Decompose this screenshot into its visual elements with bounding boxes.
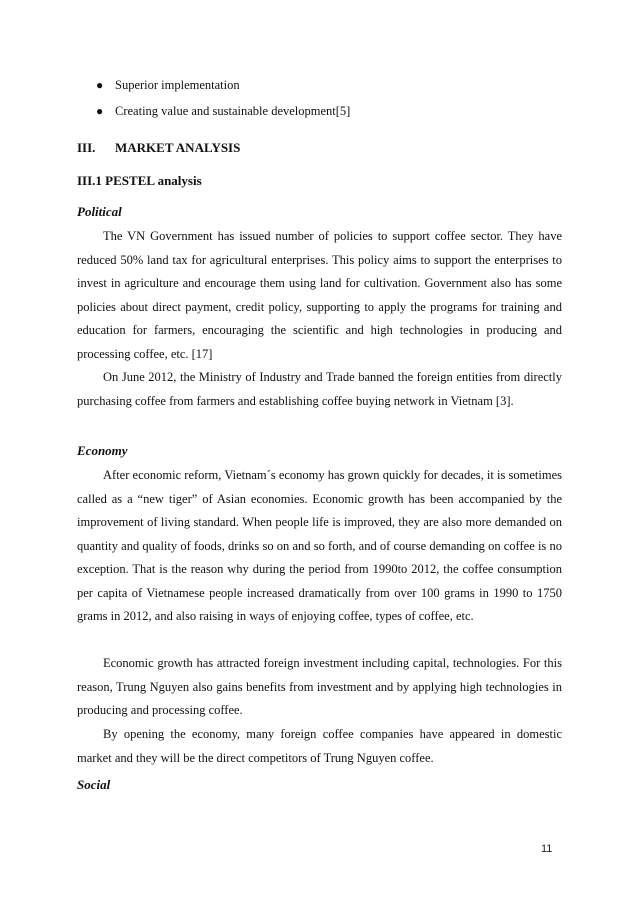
economy-paragraph-2: Economic growth has attracted foreign investment including capital, technologies. For this reason, Trung Nguyen also gains benefits from investment and by applying high technologies in producing and processing coffee. [77,656,562,717]
social-heading: Social [77,777,111,792]
bullet-text: Creating value and sustainable development[5] [115,103,351,118]
section-heading [77,140,240,156]
bullet-icon: ● [96,104,104,118]
bullet-item [96,98,566,124]
political-paragraph-2: On June 2012, the Ministry of Industry and Trade banned the foreign entities from directly purchasing coffee from farmers and establishing coffee buying network in Vietnam [3]. [77,370,562,408]
page-number: 11 [541,843,553,855]
bullet-icon: ● [96,78,104,92]
economy-paragraph-3: By opening the economy, many foreign coffee companies have appeared in domestic market and they will be the direct competitors of Trung Nguyen coffee. [77,727,562,765]
political-heading: Political [77,204,122,219]
section-title: MARKET ANALYSIS [115,140,241,155]
section-number: III. [77,140,96,155]
economy-heading: Economy [77,443,128,458]
political-paragraph-1: The VN Government has issued number of policies to support coffee sector. They have reduced 50% land tax for agricultural enterprises. This policy aims to support the enterprises to invest in agriculture and encourage them using land for cultivation. Government also has some policies about direct payment, credit policy, supporting to apply the programs for training and education for farmers, encouraging the scientific and high technologies in producing and processing coffee, etc. [17] [77,229,562,361]
bullet-text: Superior implementation [115,77,240,92]
subsection-heading: III.1 PESTEL analysis [77,173,202,188]
bullet-list [96,72,566,124]
economy-paragraph-1: After economic reform, Vietnam´s economy has grown quickly for decades, it is sometimes called as a “new tiger” of Asian economies. Economic growth has been accompanied by the improvement of living standard. When people life is improved, they are also more demanded on quantity and quality of foods, drinks so on and so forth, and of course demanding on coffee is no exception. That is the reason why during the period from 1990to 2012, the coffee consumption per capita of Vietnamese people increased dramatically from over 100 grams in 1990 to 1750 grams in 2012, and also raising in ways of enjoying coffee, types of coffee, etc. [77,468,562,623]
bullet-item [96,72,566,98]
